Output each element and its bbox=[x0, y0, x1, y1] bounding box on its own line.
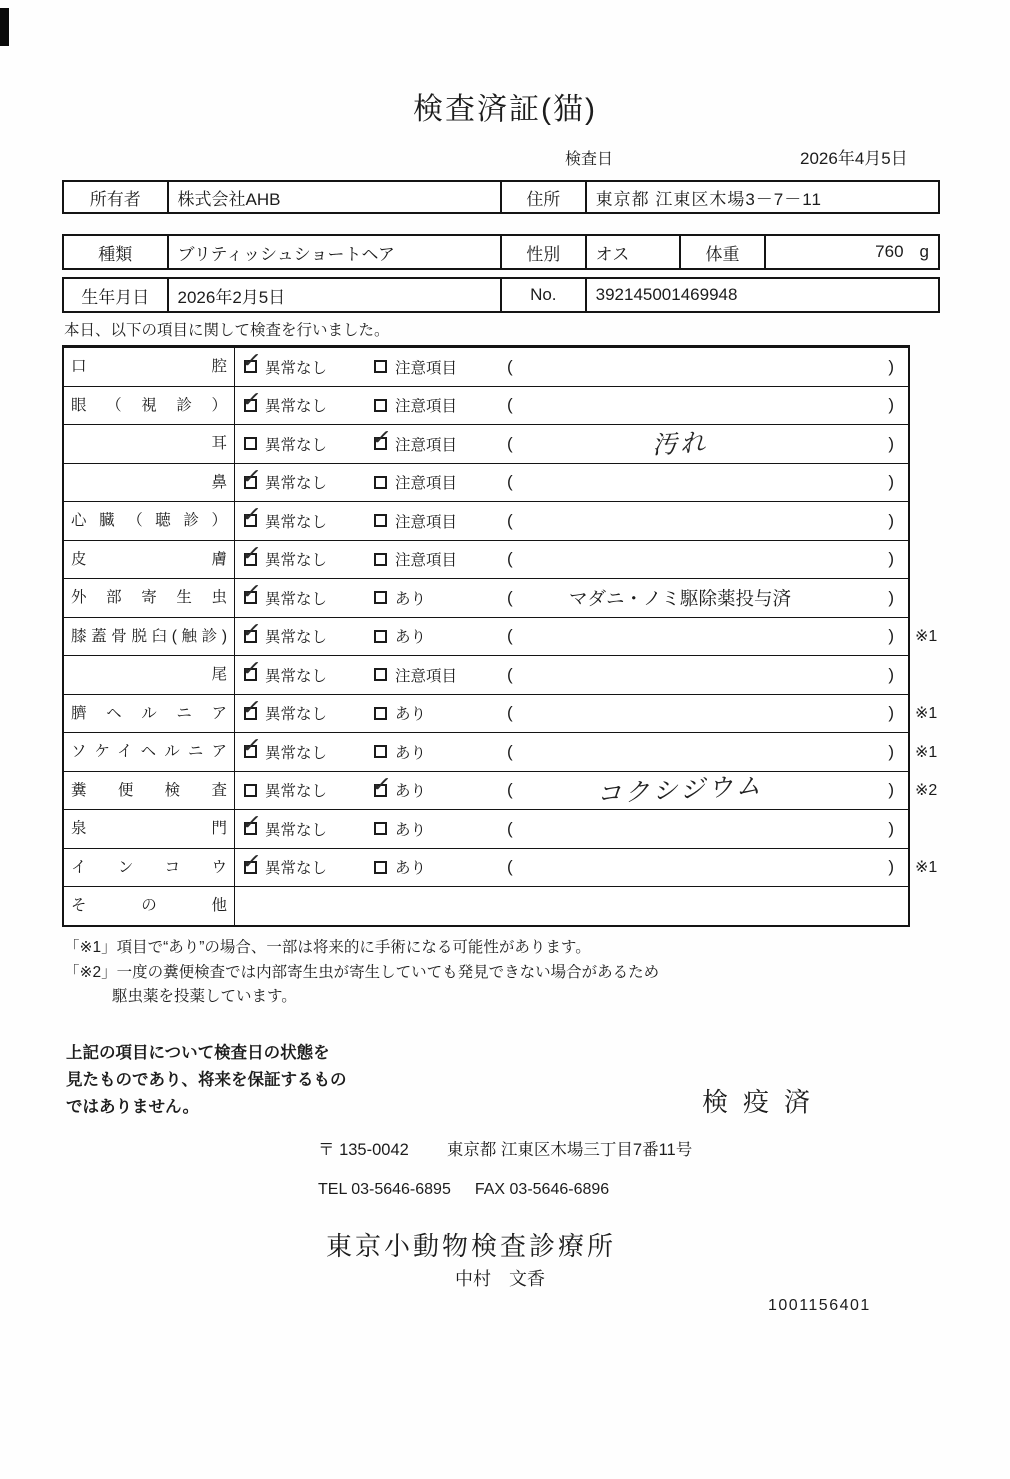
option-normal bbox=[240, 384, 328, 425]
birth-label: 生年月日 bbox=[81, 287, 150, 307]
option-normal bbox=[240, 615, 328, 656]
exam-item-label: 皮膚 bbox=[64, 541, 235, 579]
option-normal-label: 異常なし bbox=[265, 475, 328, 493]
check-icon: ✓ bbox=[240, 538, 263, 567]
check-icon: ✓ bbox=[240, 461, 263, 490]
check-icon: ✓ bbox=[240, 692, 263, 721]
breed-value: ブリティッシュショートヘア bbox=[167, 236, 500, 268]
exam-row bbox=[64, 846, 938, 887]
exam-date-label: 検査日 bbox=[565, 151, 614, 168]
exam-item-label: 尾 bbox=[64, 656, 235, 694]
exam-note: 汚れ bbox=[651, 427, 709, 460]
option-normal bbox=[240, 538, 328, 579]
option-normal-label: 異常なし bbox=[265, 821, 328, 839]
disclaimer-line-1: 上記の項目について検査日の状態を bbox=[66, 1044, 330, 1062]
checkbox-normal bbox=[240, 808, 263, 837]
exam-item-label: 臍ヘルニア bbox=[64, 695, 235, 733]
exam-row-body bbox=[235, 502, 908, 540]
clinic-fax: FAX 03-5646-6896 bbox=[474, 1181, 610, 1198]
exam-note: コクシジウム bbox=[595, 771, 765, 809]
option-normal bbox=[240, 346, 328, 386]
option-normal-label: 異常なし bbox=[265, 783, 328, 801]
exam-row bbox=[64, 501, 908, 540]
footnote-2: 「※2」一度の糞便検査では内部寄生虫が寄生していても発見できない場合があるため bbox=[64, 964, 660, 981]
checkbox-normal bbox=[240, 346, 263, 375]
check-icon: ✓ bbox=[240, 500, 263, 529]
checkbox-attention bbox=[374, 514, 387, 527]
checkbox-normal bbox=[240, 461, 263, 490]
option-attention bbox=[374, 695, 426, 733]
exam-row-body bbox=[235, 538, 908, 579]
checkbox-normal bbox=[240, 615, 263, 644]
paren-close: ) bbox=[888, 703, 894, 723]
paren-open: ( bbox=[507, 626, 513, 646]
option-normal bbox=[240, 731, 328, 771]
checkbox-attention bbox=[374, 745, 387, 758]
paren-close: ) bbox=[888, 395, 894, 415]
paren-open: ( bbox=[507, 587, 513, 607]
option-attention-label: 注意項目 bbox=[395, 513, 458, 531]
exam-item-label: 心臓（聴診） bbox=[64, 502, 235, 540]
owner-label: 所有者 bbox=[89, 189, 141, 209]
option-normal-label: 異常なし bbox=[265, 590, 328, 608]
option-attention bbox=[370, 769, 427, 810]
option-attention bbox=[374, 387, 457, 425]
weight-value: 760 bbox=[875, 242, 904, 261]
option-normal-label: 異常なし bbox=[265, 359, 328, 377]
disclaimer bbox=[66, 1040, 347, 1121]
option-normal bbox=[240, 846, 328, 887]
paren-close: ) bbox=[888, 664, 894, 684]
paren-close: ) bbox=[888, 587, 894, 607]
option-attention-label: 注意項目 bbox=[395, 667, 458, 685]
option-attention-label: あり bbox=[395, 629, 427, 647]
footnote-mark: ※1 bbox=[915, 628, 938, 646]
footnote-1: 「※1」項目で“あり”の場合、一部は将来的に手術になる可能性があります。 bbox=[64, 939, 591, 956]
paren-close: ) bbox=[888, 549, 894, 569]
checkbox-attention bbox=[374, 360, 387, 373]
checkbox-attention bbox=[374, 861, 387, 874]
option-normal bbox=[240, 577, 328, 617]
sex-value: オス bbox=[585, 236, 680, 268]
breed-label: 種類 bbox=[98, 244, 133, 264]
option-normal-label: 異常なし bbox=[265, 513, 328, 531]
check-icon: ✓ bbox=[240, 731, 263, 760]
exam-row bbox=[64, 578, 908, 617]
option-normal bbox=[240, 808, 328, 848]
disclaimer-line-3: ではありません。 bbox=[66, 1098, 199, 1116]
option-normal-label: 異常なし bbox=[265, 744, 328, 762]
exam-item-label: 外部寄生虫 bbox=[64, 579, 235, 617]
owner-value: 株式会社AHB bbox=[167, 182, 500, 212]
exam-row-body bbox=[235, 846, 908, 887]
exam-note: マダニ・ノミ駆除薬投与済 bbox=[568, 587, 791, 609]
exam-row-body bbox=[235, 615, 908, 656]
check-icon: ✓ bbox=[240, 615, 263, 644]
checkbox-normal bbox=[240, 731, 263, 760]
exam-row bbox=[64, 769, 938, 810]
exam-row-body bbox=[235, 887, 908, 925]
option-normal-label: 異常なし bbox=[265, 629, 328, 647]
option-attention bbox=[374, 541, 457, 579]
option-normal bbox=[244, 425, 327, 463]
exam-item-label: 泉門 bbox=[64, 810, 235, 848]
exam-row-body bbox=[235, 810, 908, 848]
exam-item-label: 膝蓋骨脱臼(触診) bbox=[64, 618, 235, 656]
checkbox-normal bbox=[240, 692, 263, 721]
weight-value-cell bbox=[764, 236, 938, 268]
paren-close: ) bbox=[888, 741, 894, 761]
paren-open: ( bbox=[507, 818, 513, 838]
exam-item-label: インコウ bbox=[64, 849, 235, 887]
checkbox-attention bbox=[374, 707, 387, 720]
option-attention-label: あり bbox=[395, 590, 427, 608]
quarantine-stamp: 検疫済 bbox=[702, 1087, 826, 1117]
checkbox-attention bbox=[374, 822, 387, 835]
postal-code: 〒 135-0042 bbox=[318, 1141, 409, 1159]
option-attention-label: あり bbox=[395, 860, 427, 878]
paren-close: ) bbox=[888, 510, 894, 530]
option-attention-label: 注意項目 bbox=[395, 436, 458, 454]
birth-table bbox=[62, 277, 940, 313]
check-icon: ✓ bbox=[240, 577, 263, 606]
exam-row bbox=[64, 347, 908, 386]
no-label: No. bbox=[500, 279, 585, 311]
document-title: 検査済証(猫) bbox=[413, 93, 597, 126]
checkbox-attention bbox=[370, 769, 393, 798]
exam-row-body bbox=[235, 656, 908, 694]
intro-text: 本日、以下の項目に関して検査を行いました。 bbox=[64, 322, 390, 339]
checkbox-attention bbox=[374, 553, 387, 566]
exam-table bbox=[62, 345, 938, 927]
scan-artifact bbox=[0, 8, 9, 46]
option-attention bbox=[374, 579, 426, 617]
paren-open: ( bbox=[507, 433, 513, 453]
owner-table bbox=[62, 180, 940, 214]
option-attention-label: あり bbox=[395, 821, 427, 839]
clinic-tel: TEL 03-5646-6895 bbox=[318, 1181, 451, 1198]
checkbox-attention bbox=[374, 476, 387, 489]
footnote-mark: ※1 bbox=[915, 705, 938, 723]
paren-close: ) bbox=[888, 356, 894, 376]
checkbox-normal bbox=[244, 437, 257, 450]
exam-item-label: その他 bbox=[64, 887, 235, 925]
exam-row bbox=[64, 886, 908, 925]
exam-row-body bbox=[235, 348, 908, 386]
paren-open: ( bbox=[507, 857, 513, 877]
option-normal-label: 異常なし bbox=[265, 706, 328, 724]
checkbox-normal bbox=[244, 784, 257, 797]
birth-value: 2026年2月5日 bbox=[167, 279, 500, 311]
exam-row bbox=[64, 692, 938, 733]
address-value: 東京都 江東区木場3－7－11 bbox=[585, 182, 938, 212]
checkbox-normal bbox=[240, 577, 263, 606]
check-icon: ✓ bbox=[240, 808, 263, 837]
check-icon: ✓ bbox=[240, 346, 263, 375]
footnote-mark: ※2 bbox=[915, 782, 938, 800]
option-attention-label: 注意項目 bbox=[395, 475, 458, 493]
address-label: 住所 bbox=[500, 182, 585, 212]
option-normal bbox=[240, 654, 328, 694]
paren-open: ( bbox=[507, 549, 513, 569]
option-attention bbox=[374, 502, 457, 540]
clinic-address: 東京都 江東区木場三丁目7番11号 bbox=[446, 1141, 693, 1159]
veterinarian-name: 中村 文香 bbox=[455, 1269, 545, 1289]
exam-row-body bbox=[235, 425, 908, 463]
exam-row-body bbox=[235, 769, 908, 810]
exam-row bbox=[64, 463, 908, 502]
checkbox-normal bbox=[240, 538, 263, 567]
paren-open: ( bbox=[507, 356, 513, 376]
option-normal-label: 異常なし bbox=[265, 436, 328, 454]
microchip-no-value: 392145001469948 bbox=[585, 279, 938, 311]
option-attention bbox=[374, 656, 457, 694]
exam-item-label: 耳 bbox=[64, 425, 235, 463]
exam-item-label: 眼（視診） bbox=[64, 387, 235, 425]
checkbox-normal bbox=[240, 500, 263, 529]
option-normal-label: 異常なし bbox=[265, 398, 328, 416]
option-normal-label: 異常なし bbox=[265, 860, 328, 878]
option-attention-label: あり bbox=[395, 783, 427, 801]
footnote-mark: ※1 bbox=[915, 743, 938, 761]
paren-close: ) bbox=[888, 433, 894, 453]
exam-row bbox=[64, 615, 938, 656]
exam-date-value: 2026年4月5日 bbox=[800, 149, 908, 168]
option-attention-label: 注意項目 bbox=[395, 359, 458, 377]
clinic-postal-row bbox=[318, 1136, 692, 1160]
option-normal-label: 異常なし bbox=[265, 552, 328, 570]
check-icon: ✓ bbox=[370, 769, 393, 798]
check-icon: ✓ bbox=[370, 423, 393, 452]
check-icon: ✓ bbox=[240, 654, 263, 683]
clinic-telfax-row bbox=[318, 1181, 609, 1199]
checkbox-normal bbox=[240, 846, 263, 875]
exam-row bbox=[64, 540, 908, 579]
paren-open: ( bbox=[507, 703, 513, 723]
exam-item-label: ソケイヘルニア bbox=[64, 733, 235, 771]
option-attention bbox=[374, 810, 426, 848]
option-attention-label: あり bbox=[395, 744, 427, 762]
option-attention bbox=[374, 733, 426, 771]
option-attention bbox=[374, 618, 426, 656]
exam-item-label: 糞便検査 bbox=[64, 772, 235, 810]
check-icon: ✓ bbox=[240, 384, 263, 413]
option-attention bbox=[374, 464, 457, 502]
exam-item-label: 鼻 bbox=[64, 464, 235, 502]
paren-close: ) bbox=[888, 857, 894, 877]
checkbox-attention bbox=[374, 668, 387, 681]
exam-row-body bbox=[235, 579, 908, 617]
checkbox-normal bbox=[240, 384, 263, 413]
sex-label: 性別 bbox=[500, 236, 585, 268]
clinic-name: 東京小動物検査診療所 bbox=[326, 1231, 617, 1261]
option-attention-label: あり bbox=[395, 706, 427, 724]
option-attention bbox=[370, 423, 458, 463]
checkbox-normal bbox=[240, 654, 263, 683]
exam-row bbox=[64, 424, 908, 463]
option-normal bbox=[240, 461, 328, 502]
paren-open: ( bbox=[507, 780, 513, 800]
document-serial-number: 1001156401 bbox=[768, 1297, 871, 1314]
checkbox-attention bbox=[374, 399, 387, 412]
paren-open: ( bbox=[507, 395, 513, 415]
footnote-mark: ※1 bbox=[915, 859, 938, 877]
option-normal bbox=[240, 500, 328, 540]
checkbox-attention bbox=[374, 630, 387, 643]
disclaimer-line-2: 見たものであり、将来を保証するもの bbox=[66, 1071, 347, 1089]
option-attention bbox=[374, 348, 457, 386]
paren-open: ( bbox=[507, 510, 513, 530]
checkbox-attention bbox=[374, 591, 387, 604]
paren-close: ) bbox=[888, 780, 894, 800]
paren-close: ) bbox=[888, 472, 894, 492]
option-normal bbox=[244, 772, 327, 810]
paren-open: ( bbox=[507, 664, 513, 684]
exam-row bbox=[64, 655, 908, 694]
option-normal bbox=[240, 692, 328, 733]
check-icon: ✓ bbox=[240, 846, 263, 875]
exam-row bbox=[64, 809, 908, 848]
option-attention bbox=[374, 849, 426, 887]
paren-close: ) bbox=[888, 626, 894, 646]
pet-table bbox=[62, 234, 940, 270]
paren-close: ) bbox=[888, 818, 894, 838]
weight-label: 体重 bbox=[679, 236, 764, 268]
footnote-2-continued: 駆虫薬を投薬しています。 bbox=[112, 988, 297, 1005]
exam-item-label: 口腔 bbox=[64, 348, 235, 386]
exam-row-body bbox=[235, 461, 908, 502]
option-attention-label: 注意項目 bbox=[395, 552, 458, 570]
option-normal-label: 異常なし bbox=[265, 667, 328, 685]
weight-unit: g bbox=[919, 242, 929, 261]
paren-open: ( bbox=[507, 741, 513, 761]
option-attention-label: 注意項目 bbox=[395, 398, 458, 416]
paren-open: ( bbox=[507, 472, 513, 492]
exam-row-body bbox=[235, 692, 908, 733]
checkbox-attention bbox=[370, 423, 393, 452]
